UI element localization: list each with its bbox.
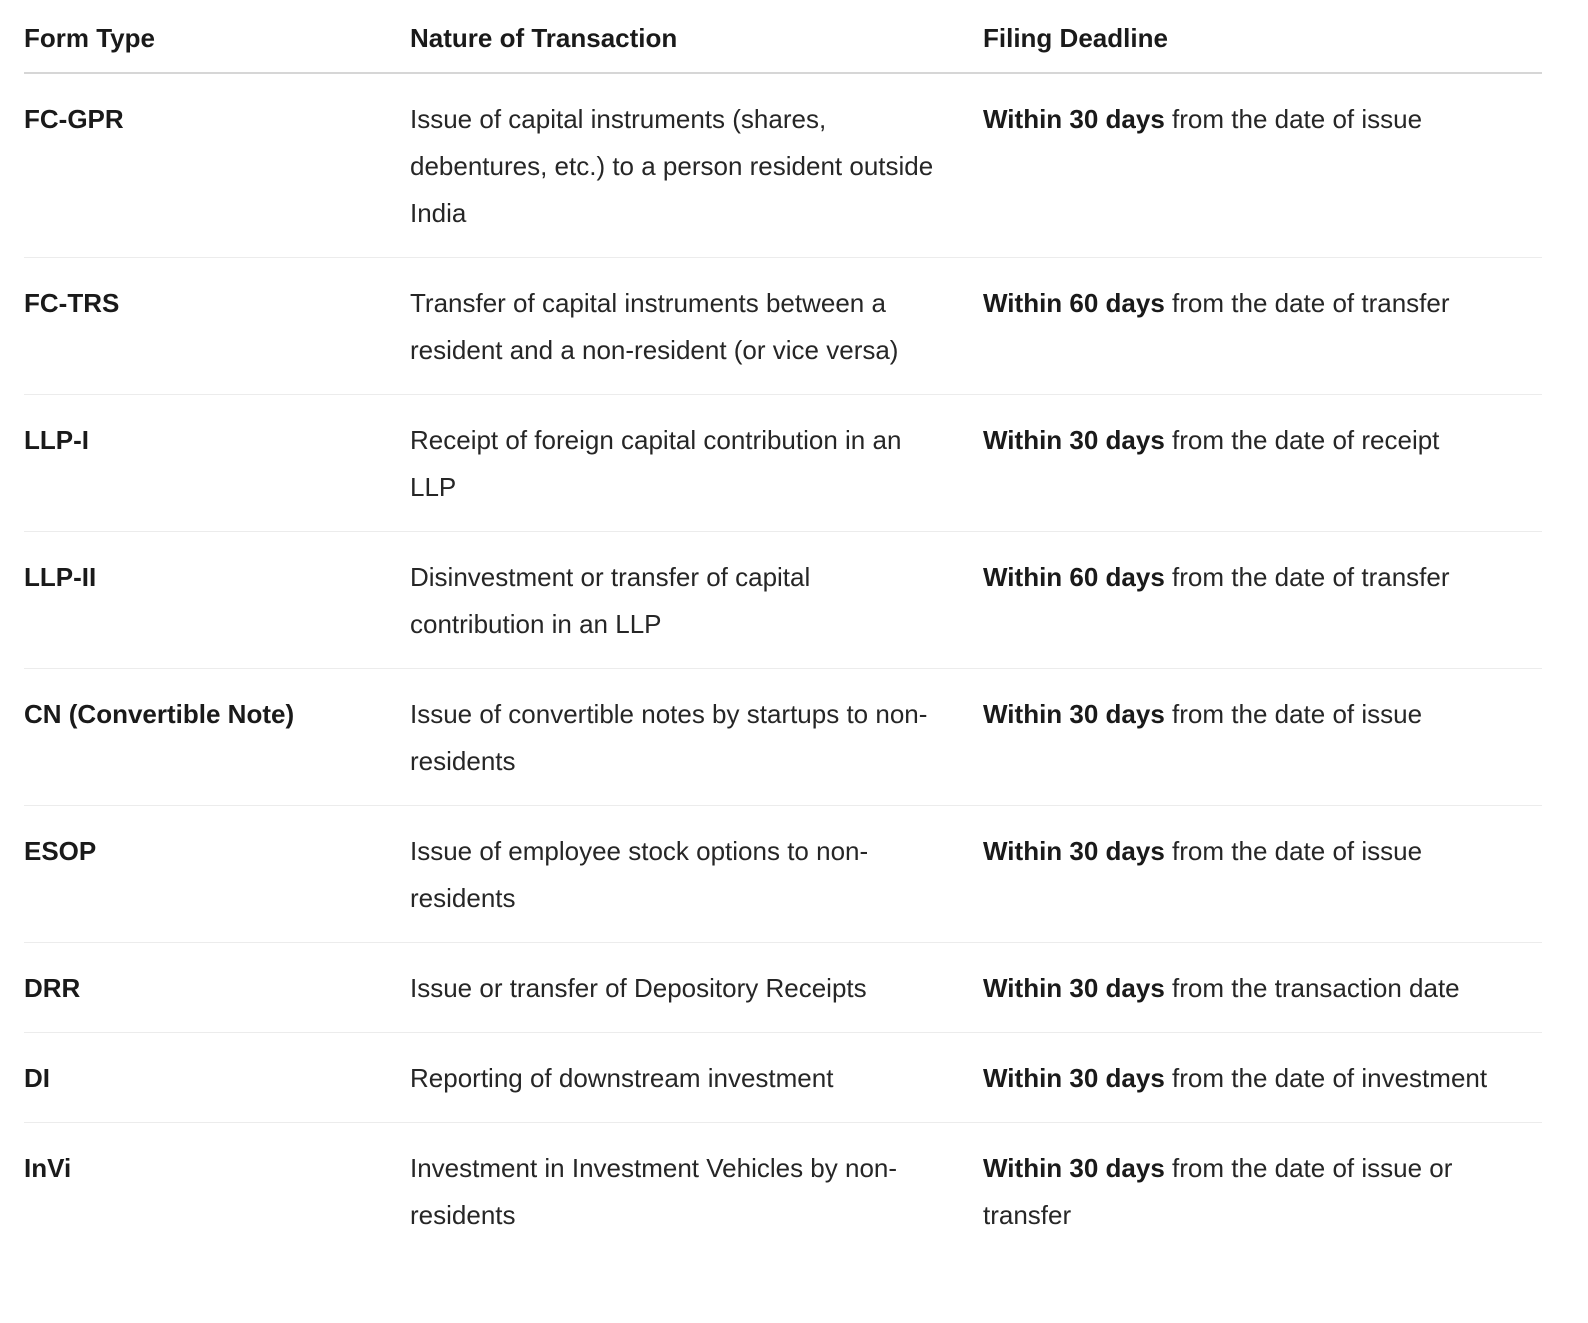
deadline-cell: [983, 1033, 1542, 1123]
header-deadline: [983, 0, 1542, 73]
nature-cell: Issue of employee stock options to non-residents: [410, 806, 983, 943]
deadline-cell: [983, 943, 1542, 1033]
header-form-type-label: Form Type: [24, 22, 155, 53]
table-row: [24, 532, 1542, 669]
form-type-cell: LLP-I: [24, 395, 410, 532]
form-type-cell: FC-TRS: [24, 258, 410, 395]
nature-cell: Issue of convertible notes by startups to non-residents: [410, 669, 983, 806]
deadline-cell: [983, 669, 1542, 806]
nature-cell: Disinvestment or transfer of capital contribution in an LLP: [410, 532, 983, 669]
deadline-reference: from the transaction date: [1164, 973, 1460, 1003]
nature-cell: Receipt of foreign capital contribution in an LLP: [410, 395, 983, 532]
deadline-reference: from the date of investment: [1164, 1063, 1488, 1093]
table-row: [24, 395, 1542, 532]
deadline-reference: from the date of transfer: [1164, 562, 1450, 592]
header-row: [24, 0, 1542, 73]
deadline-period: Within 30 days: [983, 104, 1165, 134]
deadline-reference: from the date of issue: [1164, 699, 1423, 729]
form-type-cell: DRR: [24, 943, 410, 1033]
deadline-cell: [983, 1123, 1542, 1260]
deadline-cell: [983, 532, 1542, 669]
deadline-period: Within 30 days: [983, 1063, 1165, 1093]
table-row: [24, 1033, 1542, 1123]
filing-deadlines-table: [24, 0, 1542, 1259]
deadline-period: Within 30 days: [983, 699, 1165, 729]
deadline-reference: from the date of transfer: [1164, 288, 1450, 318]
table-row: [24, 1123, 1542, 1260]
deadline-period: Within 60 days: [983, 288, 1165, 318]
filing-table-container: [24, 0, 1542, 1259]
deadline-reference: from the date of issue: [1164, 836, 1423, 866]
deadline-period: Within 30 days: [983, 973, 1165, 1003]
nature-cell: Issue or transfer of Depository Receipts: [410, 943, 983, 1033]
deadline-reference: from the date of issue or transfer: [983, 1153, 1453, 1230]
nature-cell: Transfer of capital instruments between a resident and a non-resident (or vice versa): [410, 258, 983, 395]
deadline-period: Within 30 days: [983, 425, 1165, 455]
table-row: [24, 943, 1542, 1033]
header-nature-label: Nature of Transaction: [410, 22, 678, 53]
table-row: [24, 73, 1542, 258]
table-row: [24, 258, 1542, 395]
deadline-period: Within 30 days: [983, 1153, 1165, 1183]
form-type-cell: CN (Convertible Note): [24, 669, 410, 806]
deadline-reference: from the date of issue: [1164, 104, 1423, 134]
form-type-cell: InVi: [24, 1153, 72, 1183]
nature-cell: Reporting of downstream investment: [410, 1033, 983, 1123]
table-row: [24, 669, 1542, 806]
table-body: [24, 73, 1542, 1259]
deadline-cell: [983, 806, 1542, 943]
deadline-cell: [983, 395, 1542, 532]
nature-cell: Investment in Investment Vehicles by non-residents: [410, 1153, 898, 1230]
form-type-cell: FC-GPR: [24, 73, 410, 258]
table-header: [24, 0, 1542, 73]
header-nature: [410, 0, 983, 73]
deadline-cell: [983, 73, 1542, 258]
form-type-cell: LLP-II: [24, 532, 410, 669]
form-type-cell: DI: [24, 1033, 410, 1123]
deadline-reference: from the date of receipt: [1164, 425, 1440, 455]
deadline-period: Within 60 days: [983, 562, 1165, 592]
deadline-period: Within 30 days: [983, 836, 1165, 866]
deadline-cell: [983, 258, 1542, 395]
form-type-cell: ESOP: [24, 806, 410, 943]
header-form-type: [24, 0, 410, 73]
header-deadline-label: Filing Deadline: [983, 22, 1168, 53]
table-row: [24, 806, 1542, 943]
nature-cell: Issue of capital instruments (shares, debentures, etc.) to a person resident outside India: [410, 73, 983, 258]
